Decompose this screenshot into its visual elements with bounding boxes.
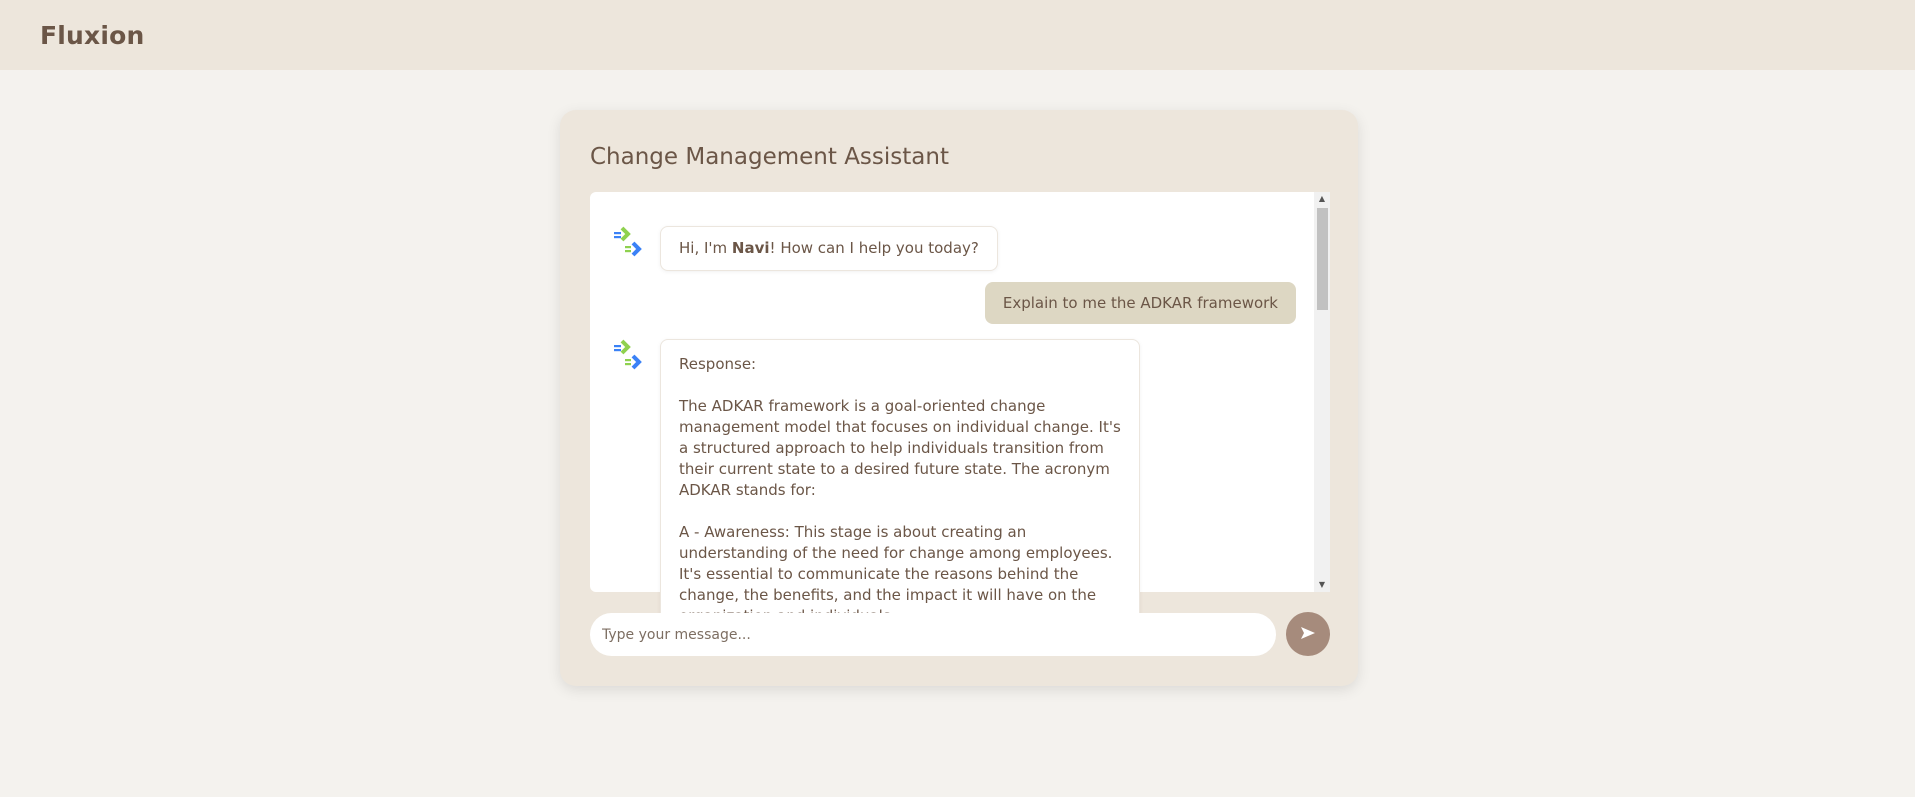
chat-window[interactable] (590, 192, 1330, 604)
assistant-card (560, 110, 1358, 686)
top-bar (0, 0, 1915, 70)
brand-logo-text[interactable]: Fluxion (40, 20, 145, 50)
navi-avatar-icon (612, 339, 648, 379)
scroll-up-arrow-icon[interactable]: ▲ (1318, 194, 1326, 203)
chat-scrollbar[interactable] (1314, 192, 1330, 592)
assistant-name: Navi (731, 239, 770, 257)
message-input-wrapper (590, 613, 1276, 656)
send-button[interactable] (1286, 612, 1330, 656)
scroll-down-arrow-icon[interactable]: ▼ (1318, 580, 1326, 589)
user-message-bubble: Explain to me the ADKAR framework (985, 282, 1296, 324)
card-title: Change Management Assistant (590, 144, 949, 170)
navi-avatar-icon (612, 226, 648, 266)
message-input[interactable] (590, 613, 1276, 656)
greeting-suffix: ! How can I help you today? (769, 239, 979, 257)
greeting-prefix: Hi, I'm (679, 239, 732, 257)
bot-response-bubble: Response: The ADKAR framework is a goal-oriented change management model that focuses on individual change. It's a structured approach to help individuals transition from their current state to a desired future state. The acronym ADKAR stands for: A - Awareness: This stage is about creating an understanding of the need for change among employees. It's essential to communicate the reasons behind the change, the benefits, and the impact it will have on the (660, 339, 1140, 642)
chat-messages (590, 192, 1314, 604)
send-arrow-icon (1300, 626, 1316, 643)
bot-greeting-bubble (660, 226, 998, 271)
scrollbar-thumb[interactable] (1317, 208, 1328, 310)
